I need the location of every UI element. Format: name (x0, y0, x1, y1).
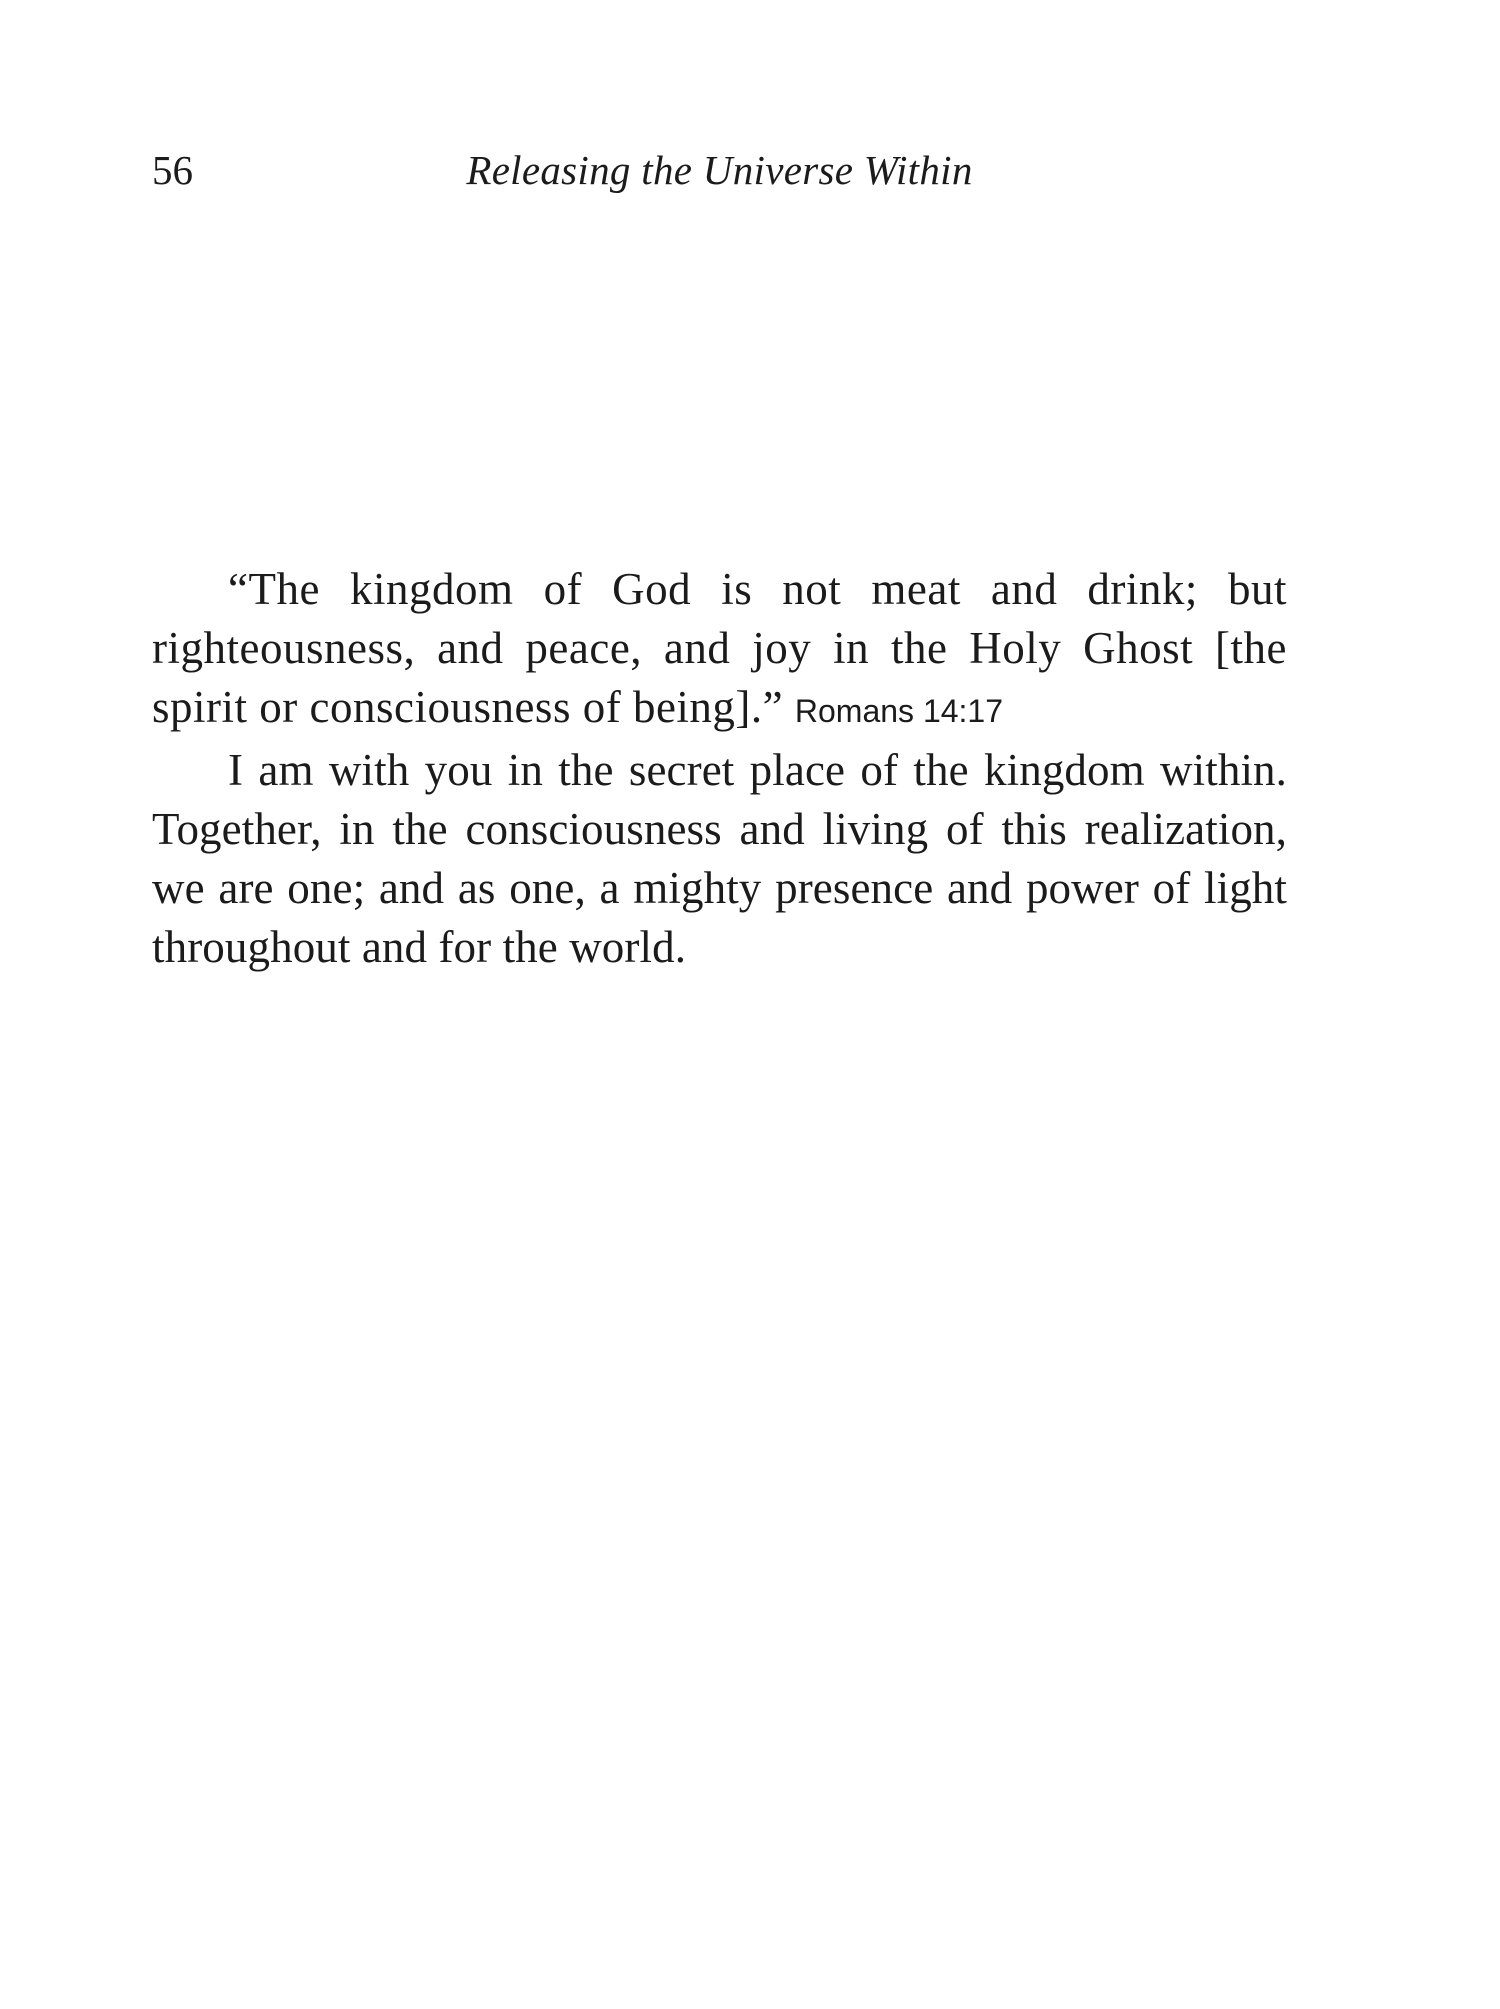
running-head (152, 140, 1287, 200)
scripture-citation: Romans 14:17 (794, 693, 1004, 729)
scripture-quote: “The kingdom of God is not meat and drink; but righteousness, and peace, and joy in the Holy Ghost [the spirit or consciousness of being].” (152, 564, 1287, 732)
page-number: 56 (152, 147, 193, 193)
body-text (152, 560, 1287, 977)
running-title: Releasing the Universe Within (466, 147, 973, 193)
scripture-quote-paragraph (152, 560, 1287, 741)
body-paragraph: I am with you in the secret place of the kingdom within. Together, in the consciousness and living of this realization, we are one; and as one, a mighty presence and power of light throughout and for the world. (152, 745, 1287, 972)
